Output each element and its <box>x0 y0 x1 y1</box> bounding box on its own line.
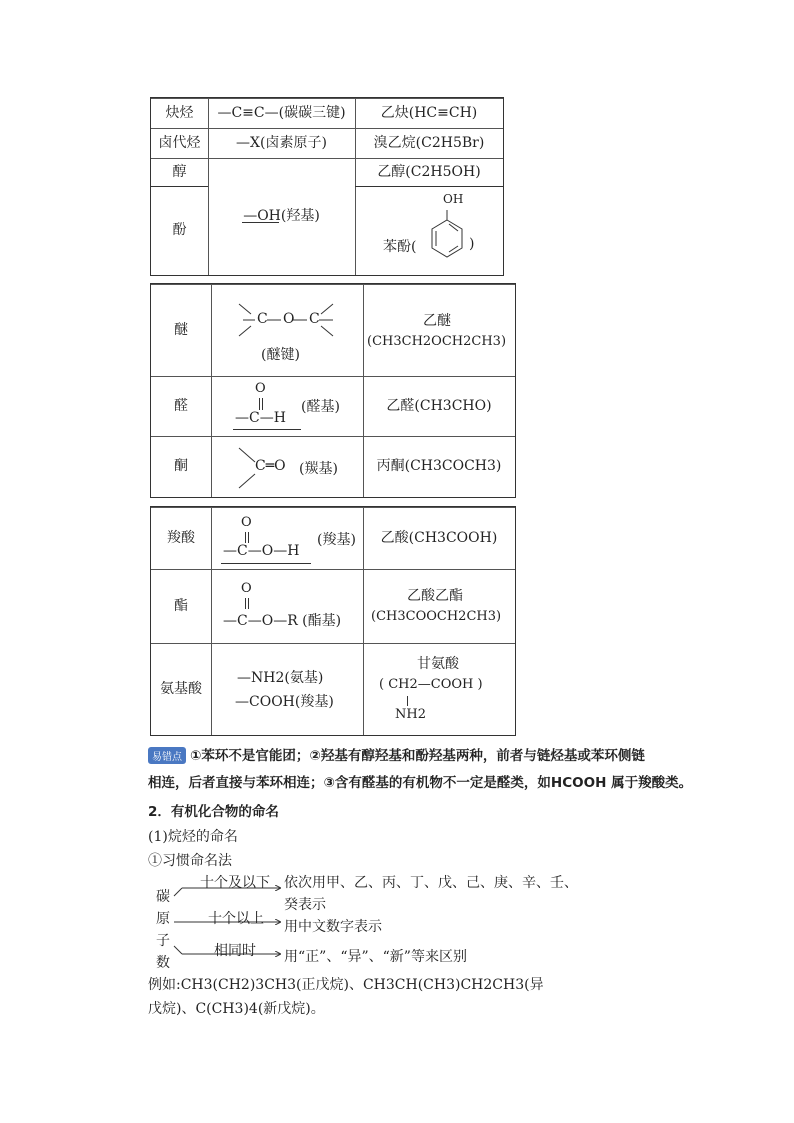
example-line: 例如:CH3(CH2)3CH3(正戊烷)、CH3CH(CH3)CH2CH3(异 <box>148 977 544 993</box>
subsection-title: ①习惯命名法 <box>148 853 232 869</box>
ether-atom-o: O <box>283 311 295 327</box>
carboxyl-o: O <box>241 515 252 530</box>
table-cell-example: 丙酮(CH3COCH3) <box>376 458 502 475</box>
carboxyl-label: (羧基) <box>317 532 356 548</box>
table-cell-example: NH2 <box>395 707 426 722</box>
table-cell-example: 乙醛(CH3CHO) <box>386 397 492 414</box>
table-cell-name: 酮 <box>174 458 188 475</box>
ketone-label: (羰基) <box>299 461 338 477</box>
table-cell-example: 乙醇(C2H5OH) <box>377 163 481 180</box>
phenol-oh-label: OH <box>443 192 464 206</box>
phenol-label: 苯酚( <box>383 239 417 255</box>
table-cell-name: 羧酸 <box>167 529 195 546</box>
branch-result: 依次用甲、乙、丙、丁、戊、己、庚、辛、壬、 <box>284 875 578 891</box>
ether-atom-c1: C <box>257 311 268 327</box>
table-cell-name: 酚 <box>172 222 187 239</box>
table-cell-name: 醛 <box>174 397 188 414</box>
amino-group: —NH2(氨基) <box>237 670 324 686</box>
table-cell-name: 卤代烃 <box>158 134 201 151</box>
aldehyde-chain: —C—H <box>235 410 286 426</box>
oh-underline <box>242 222 279 223</box>
example-line: 戊烷)、C(CH3)4(新戊烷)。 <box>148 1001 325 1017</box>
branch-condition: 十个及以下 <box>200 875 270 891</box>
table-cell-example: 乙酸乙酯 <box>407 588 463 604</box>
table-cell-name: 炔烃 <box>165 104 194 121</box>
table-cell-example: 乙炔(HC≡CH) <box>380 104 478 121</box>
note-text-1: ①苯环不是官能团；②羟基有醇羟基和酚羟基两种，前者与链烃基或苯环侧链 <box>190 748 645 764</box>
branch-condition: 相同时 <box>214 943 256 959</box>
functional-group-table-2 <box>150 283 516 498</box>
aldehyde-o: O <box>255 381 266 396</box>
note-text-2: 相连，后者直接与苯环相连；③含有醛基的有机物不一定是醛类，如HCOOH 属于羧酸类。 <box>148 775 693 791</box>
ether-bond-label: (醚键) <box>261 347 300 363</box>
vertical-label-char: 子 <box>156 933 170 949</box>
branch-result: 用中文数字表示 <box>284 919 382 935</box>
vertical-label-char: 原 <box>156 911 170 927</box>
phenol-close: ) <box>469 236 475 252</box>
branch-result: 用“正”、“异”、“新”等来区别 <box>284 949 467 965</box>
vertical-label-char: 碳 <box>156 889 170 905</box>
table-cell-example: ( CH2—COOH ) <box>379 677 483 692</box>
carboxyl-group: —COOH(羧基) <box>235 694 334 710</box>
branch-result: 癸表示 <box>284 897 326 913</box>
table-cell-group: —C≡C—(碳碳三键) <box>217 104 346 121</box>
table-cell-example: 甘氨酸 <box>417 656 459 672</box>
table-cell-name: 氨基酸 <box>160 680 202 697</box>
benzene-ring-icon <box>429 210 465 270</box>
table-cell-group: —OH(羟基) <box>243 208 320 225</box>
note-badge: 易错点 <box>148 747 186 764</box>
ester-o: O <box>241 581 252 596</box>
carbonyl-structure <box>237 446 257 490</box>
table-cell-example: 乙醚 <box>423 313 451 329</box>
subsection-title: (1)烷烃的命名 <box>148 829 238 845</box>
functional-group-table-3 <box>150 506 516 736</box>
table-cell-example: 乙酸(CH3COOH) <box>380 529 498 546</box>
vertical-label-char: 数 <box>156 955 170 971</box>
ester-chain: —C—O—R (酯基) <box>223 613 342 629</box>
functional-group-table-1 <box>150 97 504 276</box>
table-cell-name: 酯 <box>174 597 188 614</box>
table-cell-example: (CH3COOCH2CH3) <box>371 609 502 624</box>
table-cell-name: 醇 <box>172 163 187 180</box>
table-cell-example: 溴乙烷(C2H5Br) <box>373 134 485 151</box>
carboxyl-chain: —C—O—H <box>223 543 300 559</box>
aldehyde-label: (醛基) <box>301 399 340 415</box>
section-heading: 2．有机化合物的命名 <box>148 804 279 820</box>
table-cell-group: —X(卤素原子) <box>236 134 327 151</box>
ketone-co: C═O <box>255 458 286 474</box>
branch-condition: 十个以上 <box>208 911 264 927</box>
table-cell-name: 醚 <box>174 321 188 338</box>
note-line-2 <box>148 771 692 791</box>
ether-atom-c2: C <box>309 311 320 327</box>
note-line-1 <box>148 744 645 764</box>
table-cell-example: (CH3CH2OCH2CH3) <box>367 334 507 349</box>
